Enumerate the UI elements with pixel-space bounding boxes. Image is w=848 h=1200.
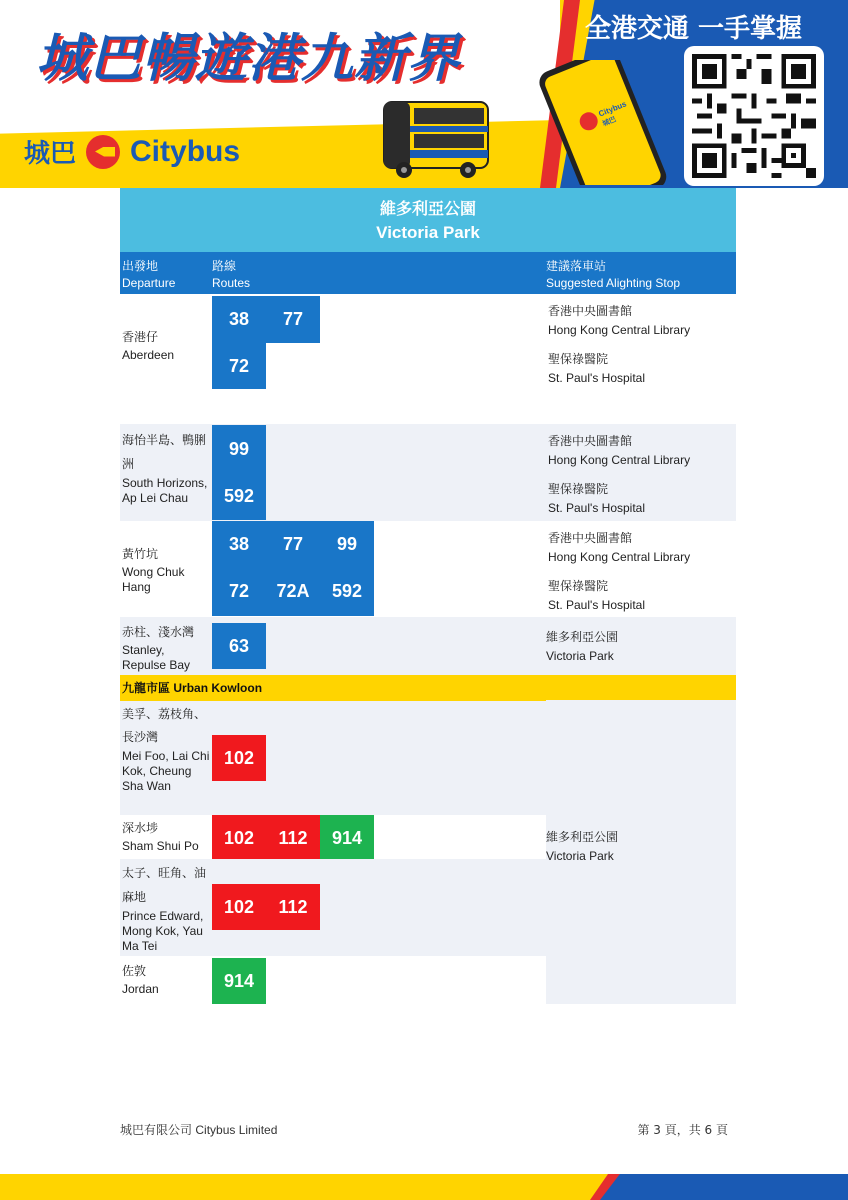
stop-header-en: Suggested Alighting Stop: [546, 276, 681, 290]
departure-zh: 深水埗: [122, 821, 159, 835]
departure-cell: [122, 817, 210, 854]
alighting-stop: [548, 350, 645, 388]
departure-en: South Horizons, Ap Lei Chau: [122, 476, 208, 505]
route-badge[interactable]: 38: [212, 521, 266, 567]
stop-zh: 聖保祿醫院: [548, 579, 609, 593]
routes-column-header: [212, 258, 250, 292]
departure-column-header: [122, 258, 175, 292]
departure-en: Stanley, Repulse Bay: [122, 643, 191, 672]
table-row-stanley: [120, 617, 736, 675]
stop-en: Hong Kong Central Library: [548, 550, 691, 564]
footer-stripe: [0, 1174, 848, 1200]
destination-header: [120, 188, 736, 252]
departure-zh: 香港仔: [122, 330, 159, 344]
stop-zh: 聖保祿醫院: [548, 352, 609, 366]
stop-en: St. Paul's Hospital: [548, 371, 646, 385]
table-row-wong-chuk-hang: [120, 521, 736, 617]
route-badge[interactable]: 63: [212, 623, 266, 669]
kowloon-stop-cell: [546, 700, 736, 1004]
alighting-stop: [546, 628, 618, 666]
departure-zh: 美孚、荔枝角、長沙灣: [122, 707, 207, 744]
departure-en: Aberdeen: [122, 348, 175, 362]
stop-en: Victoria Park: [546, 649, 614, 663]
route-badge[interactable]: 112: [266, 815, 320, 861]
departure-en: Prince Edward, Mong Kok, Yau Ma Tei: [122, 909, 204, 953]
route-badge[interactable]: 99: [320, 521, 374, 567]
stop-en: St. Paul's Hospital: [548, 598, 646, 612]
departure-zh: 赤柱、淺水灣: [122, 625, 195, 639]
departure-header-en: Departure: [122, 276, 176, 290]
region-header-kowloon: [120, 675, 736, 701]
stop-zh: 維多利亞公園: [546, 830, 619, 844]
banner-title: 城巴暢遊港九新界: [36, 29, 461, 89]
departure-en: Sham Shui Po: [122, 839, 199, 853]
stop-zh: 維多利亞公園: [546, 630, 619, 644]
departure-cell: [122, 543, 210, 595]
route-badge[interactable]: 102: [212, 884, 266, 930]
route-badge[interactable]: 99: [212, 425, 266, 473]
region-en: Urban Kowloon: [173, 681, 263, 695]
departure-zh: 佐敦: [122, 964, 147, 978]
page-number: 第 3 頁，共 6 頁: [637, 1123, 728, 1137]
departure-zh: 太子、旺角、油麻地: [122, 866, 207, 904]
routes-header-zh: 路線: [212, 259, 237, 273]
double-decker-bus-icon: [380, 96, 492, 180]
qr-code-icon: [692, 54, 816, 178]
footer-blue-stripe: [600, 1174, 848, 1200]
stop-column-header: [546, 258, 680, 292]
stop-en: St. Paul's Hospital: [548, 501, 646, 515]
route-badge[interactable]: 112: [266, 884, 320, 930]
route-badge[interactable]: 72A: [266, 567, 320, 616]
route-badge[interactable]: 914: [320, 815, 374, 861]
route-badge[interactable]: 914: [212, 958, 266, 1004]
alighting-stop: [548, 480, 645, 518]
route-badge[interactable]: 102: [212, 815, 266, 861]
route-badge[interactable]: 592: [320, 567, 374, 616]
table-row-aberdeen: [120, 294, 736, 424]
header-banner: [0, 0, 848, 188]
footer-company: [120, 1121, 277, 1138]
alighting-stop: [548, 577, 645, 615]
destination-zh: 維多利亞公園: [379, 199, 476, 218]
logo-zh: 城巴: [24, 139, 77, 169]
departure-cell: [122, 326, 210, 363]
route-badge[interactable]: 77: [266, 521, 320, 567]
table-row-south-horizons: [120, 424, 736, 521]
stop-zh: 聖保祿醫院: [548, 482, 609, 496]
route-badge[interactable]: 592: [212, 473, 266, 520]
departure-cell: [122, 703, 210, 794]
routes-header-en: Routes: [212, 276, 251, 290]
banner-slogan: 全港交通 一手掌握: [585, 14, 803, 44]
departure-cell: [122, 861, 210, 954]
route-badge[interactable]: 77: [266, 296, 320, 343]
departure-header-zh: 出發地: [122, 259, 159, 273]
table-row-sham-shui-po: [120, 815, 546, 859]
table-row-mei-foo: [120, 701, 546, 815]
destination-en: Victoria Park: [376, 223, 480, 242]
citybus-logo-icon: [86, 135, 120, 169]
departure-zh: 海怡半島、鴨脷洲: [122, 433, 207, 471]
svg-text:Citybus: Citybus: [597, 99, 628, 119]
departure-en: Wong Chuk Hang: [122, 565, 185, 594]
stop-en: Hong Kong Central Library: [548, 323, 691, 337]
table-row-jordan: [120, 956, 546, 1004]
qr-code[interactable]: [684, 46, 824, 186]
stop-zh: 香港中央圖書館: [548, 304, 633, 318]
departure-cell: [122, 960, 210, 997]
company-en: Citybus Limited: [195, 1123, 278, 1137]
citybus-logo: [24, 133, 240, 170]
route-badge[interactable]: 72: [212, 567, 266, 616]
departure-cell: [122, 621, 210, 673]
stop-zh: 香港中央圖書館: [548, 434, 633, 448]
route-badge[interactable]: 102: [212, 735, 266, 781]
alighting-stop: [548, 529, 690, 567]
column-header-row: [120, 252, 736, 294]
alighting-stop: [546, 828, 618, 866]
departure-zh: 黃竹坑: [122, 547, 159, 561]
company-zh: 城巴有限公司: [120, 1123, 193, 1137]
smartphone-app-icon: [528, 60, 678, 185]
departure-en: Jordan: [122, 982, 159, 996]
departure-en: Mei Foo, Lai Chi Kok, Cheung Sha Wan: [122, 749, 210, 793]
stop-en: Hong Kong Central Library: [548, 453, 691, 467]
route-badge[interactable]: 72: [212, 343, 266, 389]
stop-header-zh: 建議落車站: [546, 259, 607, 273]
departure-cell: [122, 428, 210, 506]
region-zh: 九龍市區: [122, 681, 171, 695]
stop-en: Victoria Park: [546, 849, 614, 863]
alighting-stop: [548, 302, 690, 340]
alighting-stop: [548, 432, 690, 470]
stop-zh: 香港中央圖書館: [548, 531, 633, 545]
logo-en: Citybus: [130, 134, 241, 168]
table-row-prince-edward: [120, 859, 546, 956]
route-badge[interactable]: 38: [212, 296, 266, 343]
svg-text:城巴: 城巴: [601, 115, 618, 128]
